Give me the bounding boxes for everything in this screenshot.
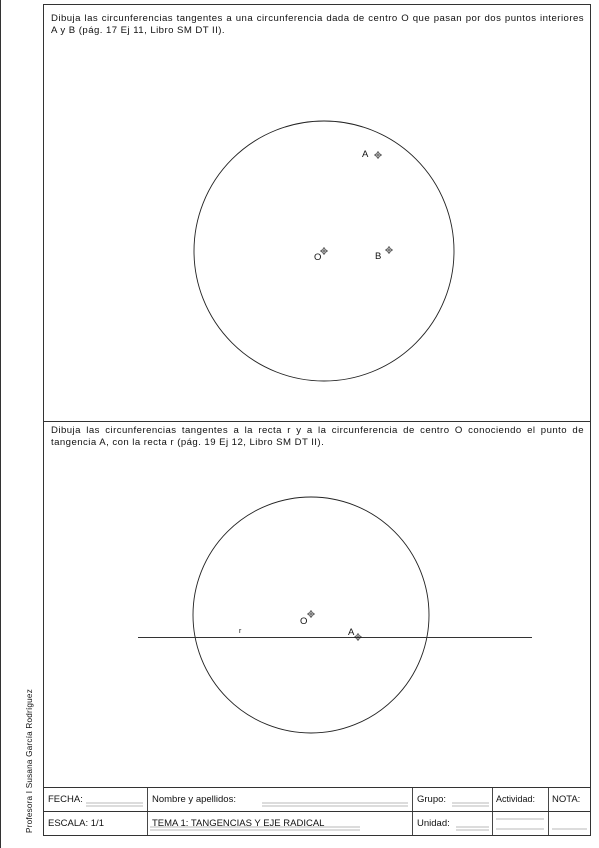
unidad-label: Unidad: xyxy=(417,818,450,829)
label-r: r xyxy=(239,628,242,635)
escala-label: ESCALA: 1/1 xyxy=(48,818,104,829)
label-b: B xyxy=(375,251,382,262)
exercise2-statement: Dibuja las circunferencias tangentes a la recta r y a la circunferencia de centro O conociendo el punto de tangencia A, con la recta r (pág. 19 Ej 12, Libro SM DT II). xyxy=(51,425,584,448)
drawing-frame xyxy=(44,5,591,836)
point-a-marker-2 xyxy=(354,633,362,641)
label-a-2: A xyxy=(348,627,355,638)
teacher-credit: Profesora I Susana García Rodríguez xyxy=(25,689,34,833)
center-o-marker-2 xyxy=(307,610,315,618)
nota-label: NOTA: xyxy=(552,794,581,805)
exercise1-figure xyxy=(194,121,454,381)
tema-label: TEMA 1: TANGENCIAS Y EJE RADICAL xyxy=(152,818,325,829)
actividad-label: Actividad: xyxy=(496,794,536,804)
nombre-label: Nombre y apellidos: xyxy=(152,794,236,805)
point-a-marker xyxy=(374,151,382,159)
exercise2-figure xyxy=(138,497,532,733)
label-o: O xyxy=(314,252,322,263)
grupo-label: Grupo: xyxy=(417,794,447,805)
exercise1-statement: Dibuja las circunferencias tangentes a una circunferencia dada de centro O que pasan por dos puntos interiores A y B (pág. 17 Ej 11, Libro SM DT II). xyxy=(51,13,584,36)
label-a: A xyxy=(362,149,369,160)
label-o-2: O xyxy=(300,616,308,627)
fecha-label: FECHA: xyxy=(48,794,83,805)
point-b-marker xyxy=(385,246,393,254)
